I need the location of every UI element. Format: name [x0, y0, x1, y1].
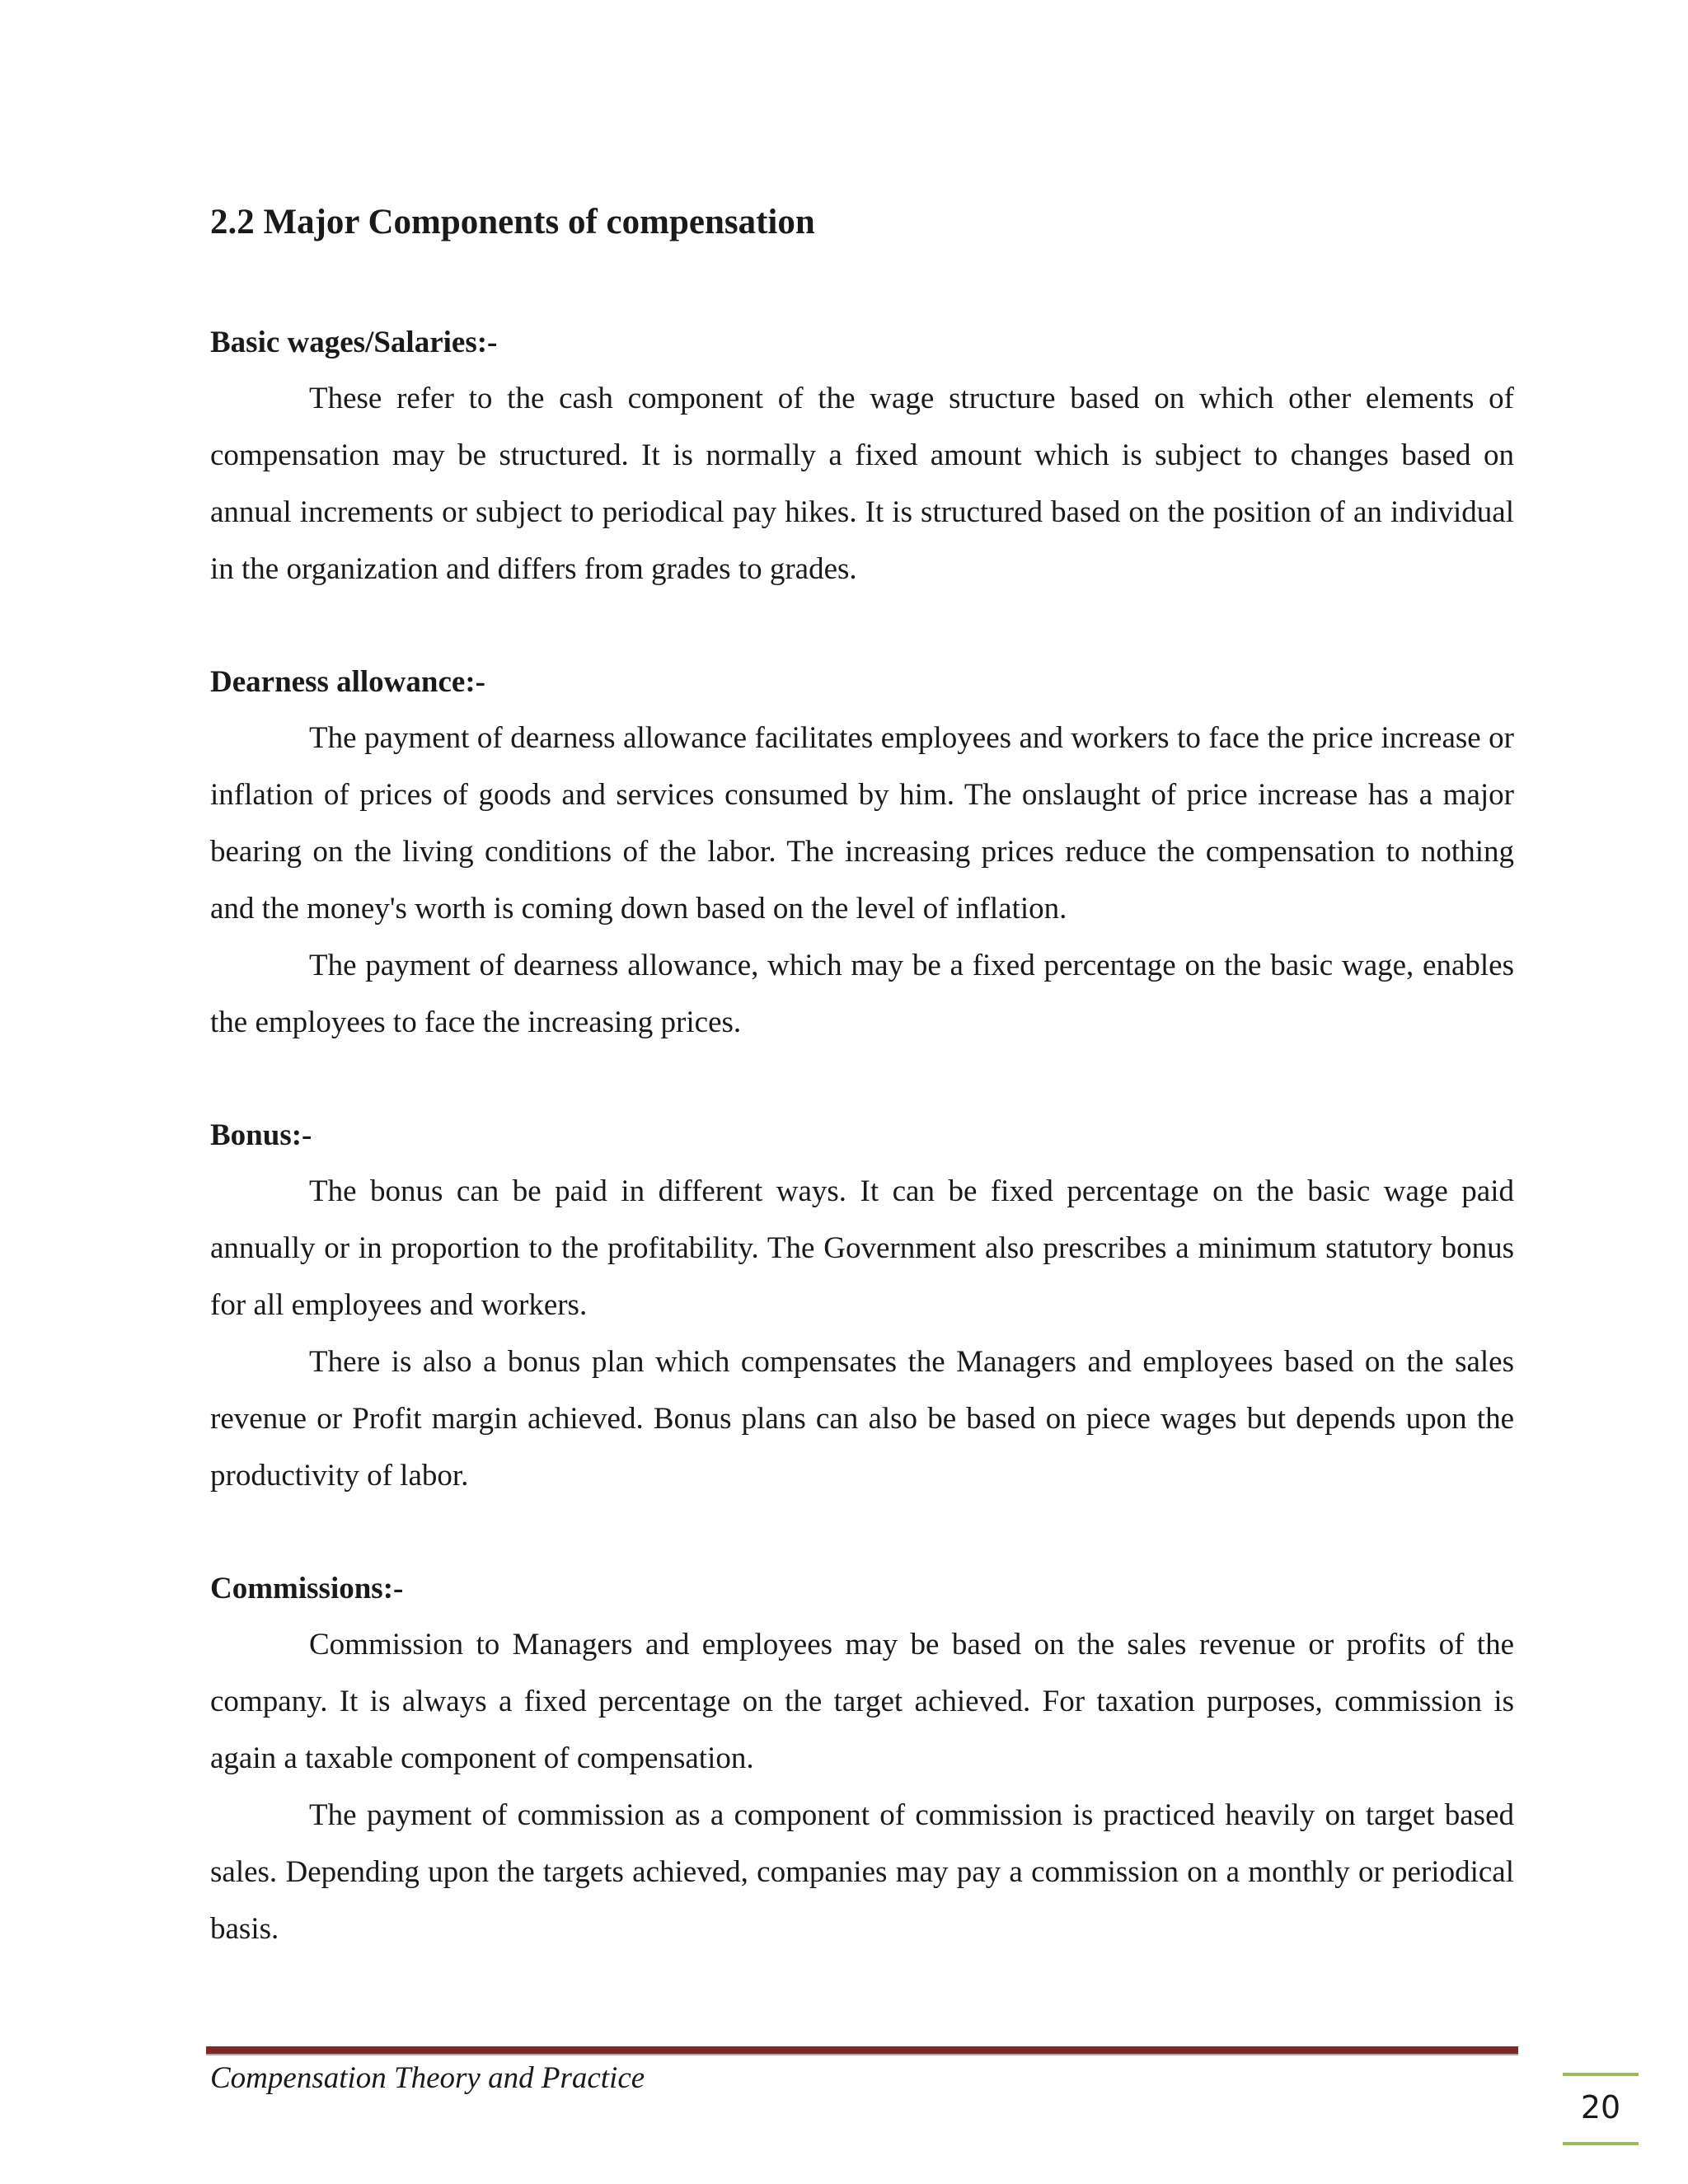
paragraph: The payment of dearness allowance facilitates employees and workers to face the price increase or inflation of prices of goods and services consumed by him. The onslaught of price increase has a major bearing on the living conditions of the labor. The increasing prices reduce the compensation to nothing and the money's worth is coming down based on the level of inflation. [210, 721, 1514, 926]
heading-commissions: Commissions:- [210, 1572, 404, 1605]
section-title: 2.2 Major Components of compensation [210, 203, 815, 241]
section-commissions [210, 1562, 1514, 1957]
heading-basic-wages: Basic wages/Salaries:- [210, 326, 498, 359]
paragraph: Commission to Managers and employees may be based on the sales revenue or profits of the company. It is always a fixed percentage on the target achieved. For taxation purposes, commission is again a taxable component of compensation. [210, 1628, 1514, 1775]
footer-divider [206, 2046, 1518, 2055]
page-number-bottom-rule [1563, 2142, 1639, 2145]
section-dearness-allowance [210, 655, 1514, 1051]
footer-title: Compensation Theory and Practice [210, 2061, 645, 2095]
page-number: 20 [1580, 2089, 1621, 2125]
paragraph: The payment of commission as a component of commission is practiced heavily on target based sales. Depending upon the targets achieved, companies may pay a commission on a monthly or periodical basis. [210, 1798, 1514, 1946]
heading-bonus: Bonus:- [210, 1118, 312, 1152]
section-bonus [210, 1108, 1514, 1504]
page-number-top-rule [1563, 2073, 1639, 2076]
page-number-box [1563, 2073, 1639, 2145]
paragraph: These refer to the cash component of the wage structure based on which other elements of compensation may be structured. It is normally a fixed amount which is subject to changes based on annual increments or subject to periodical pay hikes. It is structured based on the position of an individual in the organization and differs from grades to grades. [210, 382, 1514, 586]
section-basic-wages [210, 316, 1514, 598]
paragraph: The bonus can be paid in different ways. It can be fixed percentage on the basic wage paid annually or in proportion to the profitability. The Government also prescribes a minimum statutory bonus for all employees and workers. [210, 1174, 1514, 1322]
heading-dearness-allowance: Dearness allowance:- [210, 665, 485, 699]
document-body [210, 194, 1514, 1957]
paragraph: The payment of dearness allowance, which may be a fixed percentage on the basic wage, enables the employees to face the increasing prices. [210, 949, 1514, 1039]
paragraph: There is also a bonus plan which compensates the Managers and employees based on the sales revenue or Profit margin achieved. Bonus plans can also be based on piece wages but depends upon the productivity of labor. [210, 1345, 1514, 1493]
